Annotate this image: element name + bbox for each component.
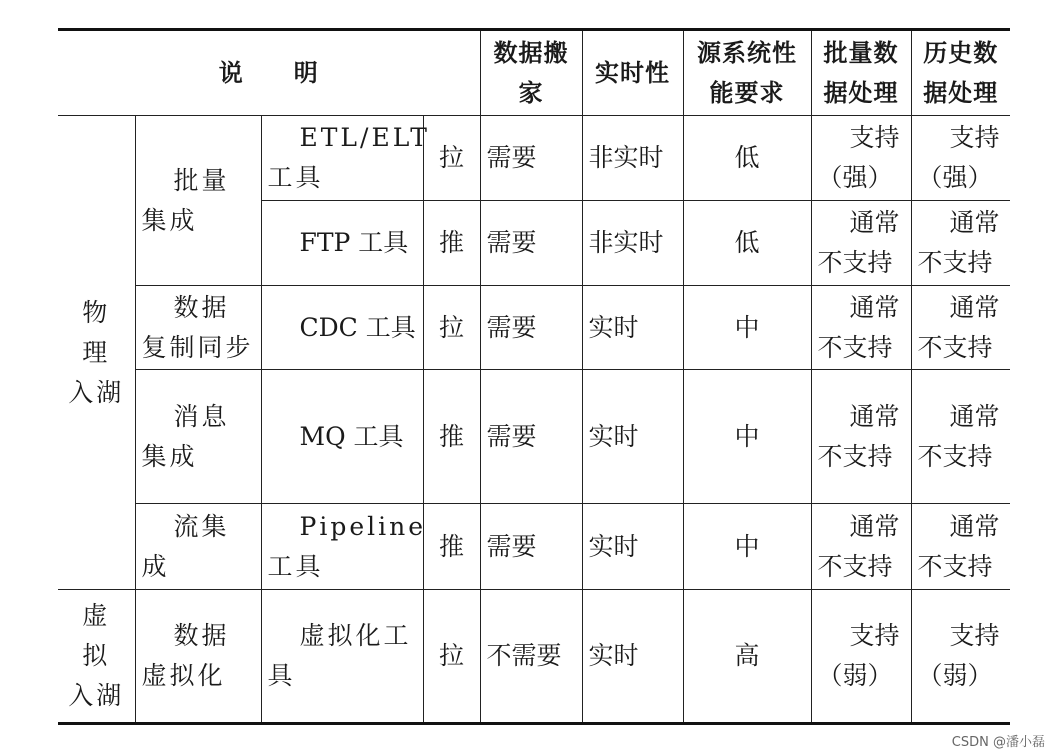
batch-cell: 通常不支持 (811, 286, 911, 370)
table-row (58, 116, 1010, 201)
realtime-cell: 非实时 (582, 201, 683, 286)
move-cell: 需要 (480, 370, 582, 504)
tool-cell: MQ 工具 (261, 370, 423, 504)
batch-cell: 支持（弱） (811, 590, 911, 724)
subgroup-stream: 流集成 (135, 504, 261, 590)
table-row (58, 286, 1010, 370)
perf-cell: 中 (683, 504, 811, 590)
batch-cell: 通常不支持 (811, 201, 911, 286)
tool-cell: ETL/ELT 工具 (261, 116, 423, 201)
header-history-processing: 历史数据处理 (911, 30, 1010, 116)
realtime-cell: 实时 (582, 504, 683, 590)
move-cell: 需要 (480, 201, 582, 286)
batch-cell: 通常不支持 (811, 370, 911, 504)
subgroup-virtualization: 数据虚拟化 (135, 590, 261, 724)
header-row (58, 30, 1010, 116)
mode-cell: 拉 (423, 590, 480, 724)
history-cell: 支持（强） (911, 116, 1010, 201)
move-cell: 需要 (480, 116, 582, 201)
header-data-move: 数据搬家 (480, 30, 582, 116)
header-source-perf: 源系统性能要求 (683, 30, 811, 116)
mode-cell: 推 (423, 370, 480, 504)
perf-cell: 高 (683, 590, 811, 724)
batch-cell: 支持（强） (811, 116, 911, 201)
table-row (58, 370, 1010, 504)
mode-cell: 拉 (423, 286, 480, 370)
realtime-cell: 实时 (582, 590, 683, 724)
subgroup-message: 消息集成 (135, 370, 261, 504)
batch-cell: 通常不支持 (811, 504, 911, 590)
history-cell: 通常不支持 (911, 504, 1010, 590)
move-cell: 需要 (480, 504, 582, 590)
header-batch-processing: 批量数据处理 (811, 30, 911, 116)
move-cell: 不需要 (480, 590, 582, 724)
subgroup-replication: 数据复制同步 (135, 286, 261, 370)
realtime-cell: 实时 (582, 370, 683, 504)
history-cell: 通常不支持 (911, 286, 1010, 370)
table-row (58, 590, 1010, 724)
perf-cell: 低 (683, 116, 811, 201)
history-cell: 通常不支持 (911, 201, 1010, 286)
move-cell: 需要 (480, 286, 582, 370)
perf-cell: 中 (683, 370, 811, 504)
mode-cell: 推 (423, 201, 480, 286)
mode-cell: 拉 (423, 116, 480, 201)
realtime-cell: 实时 (582, 286, 683, 370)
tool-cell: Pipeline 工具 (261, 504, 423, 590)
header-realtime: 实时性 (582, 30, 683, 116)
perf-cell: 中 (683, 286, 811, 370)
realtime-cell: 非实时 (582, 116, 683, 201)
group-physical-ingest: 物 理 入湖 (58, 116, 135, 590)
watermark: CSDN @潘小磊 (951, 735, 1045, 750)
history-cell: 支持（弱） (911, 590, 1010, 724)
header-description: 说 明 (58, 30, 480, 116)
perf-cell: 低 (683, 201, 811, 286)
group-virtual-ingest: 虚 拟 入湖 (58, 590, 135, 724)
tool-cell: 虚拟化工具 (261, 590, 423, 724)
tool-cell: FTP 工具 (261, 201, 423, 286)
tool-cell: CDC 工具 (261, 286, 423, 370)
comparison-table (58, 28, 1010, 725)
mode-cell: 推 (423, 504, 480, 590)
subgroup-batch-integration: 批量集成 (135, 116, 261, 286)
history-cell: 通常不支持 (911, 370, 1010, 504)
table-row (58, 504, 1010, 590)
